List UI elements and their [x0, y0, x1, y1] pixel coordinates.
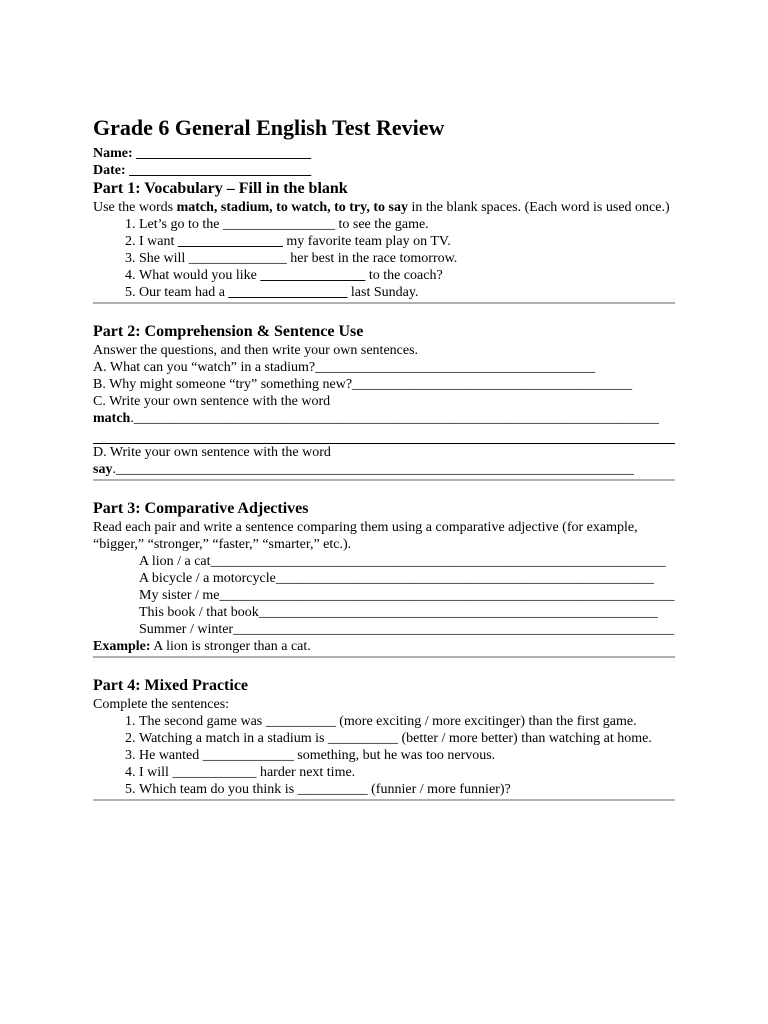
part3-list [93, 553, 675, 638]
list-item [139, 216, 675, 233]
name-field [93, 145, 675, 162]
item-text: to the coach? [365, 268, 443, 283]
worksheet [93, 114, 675, 801]
part1-intro-words: match, stadium, to watch, to try, to say [176, 200, 408, 215]
part1-intro-pre: Use the words [93, 200, 177, 215]
item-blank: _______________ [260, 268, 366, 283]
part1-intro [93, 199, 675, 216]
example-text: A lion is stronger than a cat. [150, 639, 311, 654]
name-blank: _________________________ [136, 146, 312, 161]
list-item [139, 284, 675, 301]
question-d-answer [93, 461, 675, 478]
item-text: my favorite team play on TV. [282, 234, 451, 249]
answer-line: .___________________________________________________________________________ [130, 411, 659, 426]
answer-line-extra [93, 427, 675, 444]
item-text: Our team had a [139, 285, 229, 300]
list-item: 5. Which team do you think is __________ (funnier / more funnier)? [139, 781, 675, 798]
list-item: 2. Watching a match in a stadium is __________ (better / more better) than watching at home. [139, 730, 675, 747]
question-c-answer [93, 410, 675, 427]
part1-heading: Part 1: Vocabulary – Fill in the blank [93, 180, 348, 197]
item-text: What would you like [139, 268, 261, 283]
part2-heading: Part 2: Comprehension & Sentence Use [93, 323, 364, 340]
part4-heading: Part 4: Mixed Practice [93, 677, 249, 694]
item-text: I want [139, 234, 178, 249]
name-label: Name: [93, 146, 133, 161]
question-b: B. Why might someone “try” something new?________________________________________ [93, 377, 633, 392]
list-item: 1. A lion / a cat_________________________________________________________________ [139, 553, 675, 570]
question-c: C. Write your own sentence with the word [93, 394, 331, 409]
list-item: 4. This book / that book_________________________________________________________ [139, 604, 675, 621]
list-item: 4. I will ____________ harder next time. [139, 764, 675, 781]
question-c-word: match [93, 411, 131, 426]
date-blank: __________________________ [129, 163, 312, 178]
example-label: Example: [93, 639, 151, 654]
date-field [93, 162, 675, 179]
part1-list [93, 216, 675, 301]
part3-example [93, 638, 675, 655]
page-title: Grade 6 General English Test Review [93, 115, 445, 140]
item-text: Let’s go to the ________________ to see the game. [139, 217, 429, 232]
answer-line: .__________________________________________________________________________ [112, 462, 634, 477]
list-item: 1. The second game was __________ (more exciting / more excitinger) than the first game. [139, 713, 675, 730]
part2-intro: Answer the questions, and then write your own sentences. [93, 343, 419, 358]
item-blank: _______________ [177, 234, 283, 249]
list-item: 5. Summer / winter_______________________________________________________________ [139, 621, 675, 638]
question-a: A. What can you “watch” in a stadium?________________________________________ [93, 360, 596, 375]
list-item [139, 267, 675, 284]
list-item: 3. My sister / me_________________________________________________________________ [139, 587, 675, 604]
item-blank: _________________ [228, 285, 348, 300]
item-text: She will ______________ her best in the race tomorrow. [139, 251, 458, 266]
date-label: Date: [93, 163, 126, 178]
list-item: 3. He wanted _____________ something, but he was too nervous. [139, 747, 675, 764]
section-divider [93, 799, 675, 801]
part4-intro: Complete the sentences: [93, 697, 230, 712]
list-item [139, 250, 675, 267]
list-item [139, 233, 675, 250]
part3-intro: Read each pair and write a sentence comparing them using a comparative adjective (for example, “bigger,” “stronger,” “faster,” “smarter,” etc.). [93, 520, 638, 552]
part3-heading: Part 3: Comparative Adjectives [93, 500, 309, 517]
question-d-word: say [93, 462, 113, 477]
part4-list [93, 713, 675, 798]
question-d: D. Write your own sentence with the word [93, 445, 331, 460]
list-item: 2. A bicycle / a motorcycle______________________________________________________ [139, 570, 675, 587]
item-text: last Sunday. [347, 285, 419, 300]
part1-intro-post: in the blank spaces. (Each word is used once.) [407, 200, 670, 215]
